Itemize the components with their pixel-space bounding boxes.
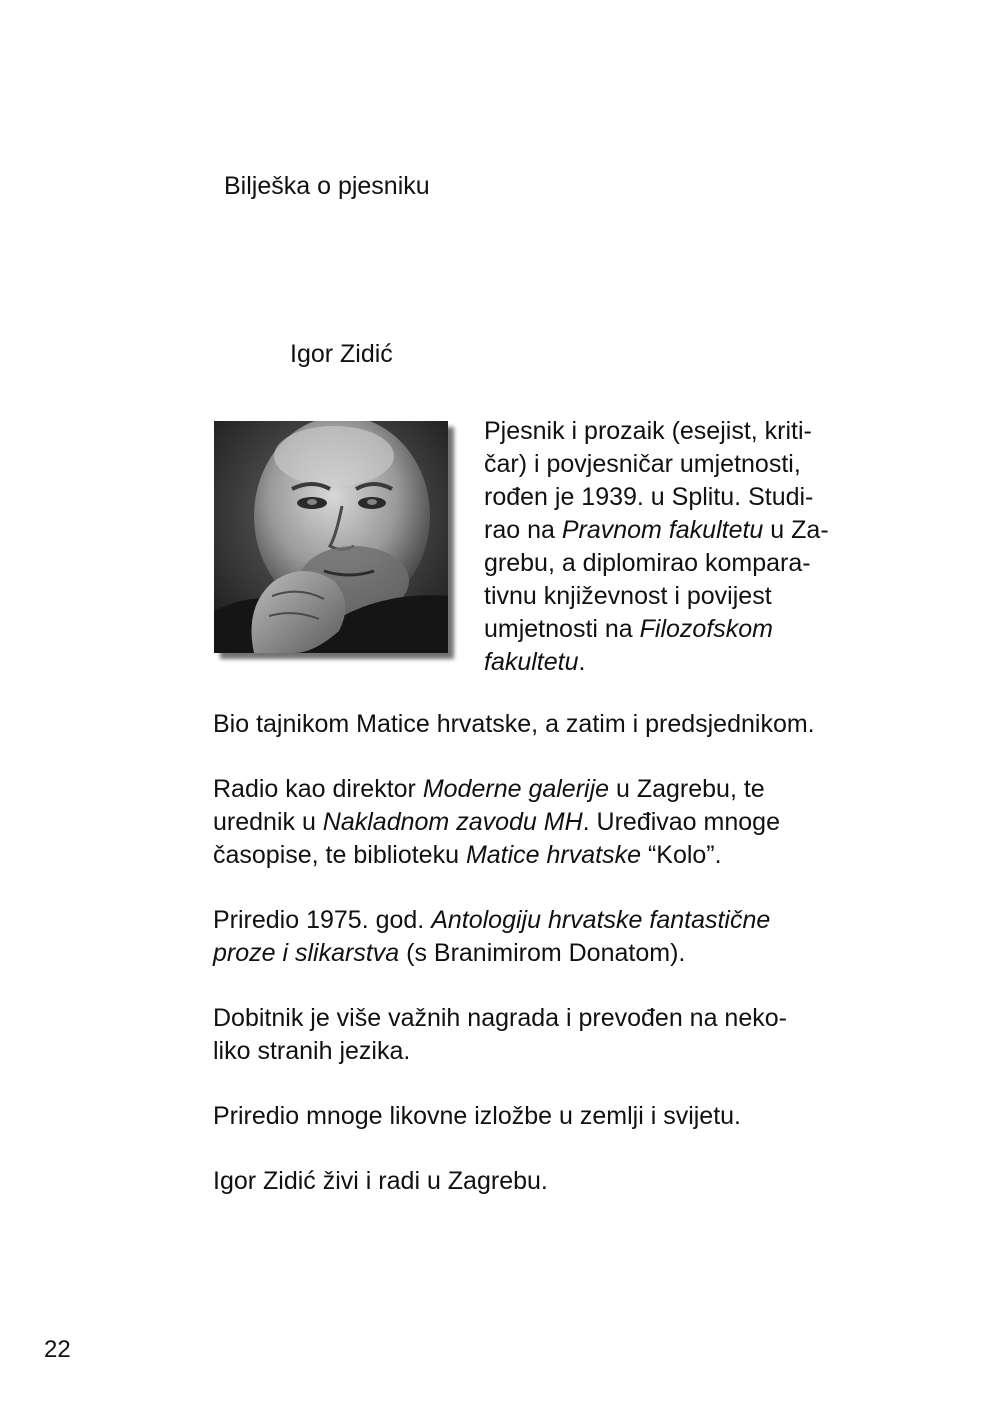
poet-name: Igor Zidić — [290, 340, 393, 368]
career-text-c: urednik u — [213, 808, 323, 836]
intro-line-3: rođen je 1939. u Splitu. Studi- — [484, 483, 814, 511]
intro-line-4a: rao na — [484, 516, 562, 544]
exhibitions-text: Priredio mnoge likovne izložbe u zemlji i svijetu. — [213, 1102, 742, 1130]
intro-line-8b: . — [578, 648, 586, 676]
intro-line-6: tivnu književnost i povijest — [484, 582, 772, 610]
poet-portrait-photo — [214, 421, 448, 653]
publishing-house: Nakladnom zavodu MH — [322, 808, 583, 836]
faculty-of-philosophy: Filozofskom — [639, 615, 774, 643]
awards-text-b: liko stranih jezika. — [213, 1037, 411, 1065]
intro-line-8-italic: fakultetu — [484, 648, 579, 676]
paragraph-career — [213, 773, 893, 872]
career-text-b: u Zagrebu, te — [609, 775, 765, 803]
intro-paragraph — [484, 415, 864, 679]
anthology-title-1: Antologiju hrvatske fantastične — [431, 906, 771, 934]
career-text-d: . Uređivao mnoge — [582, 808, 780, 836]
career-text-f: “Kolo”. — [641, 841, 722, 869]
anthology-text-b: (s Branimirom Donatom). — [399, 939, 686, 967]
intro-line-4b: u Za- — [763, 516, 829, 544]
paragraph-residence — [213, 1165, 893, 1198]
intro-line-2: čar) i povjesničar umjetnosti, — [484, 450, 801, 478]
anthology-text-a: Priredio 1975. god. — [213, 906, 432, 934]
section-title: Bilješka o pjesniku — [224, 172, 430, 200]
modern-gallery: Moderne galerije — [422, 775, 610, 803]
faculty-of-law: Pravnom fakultetu — [561, 516, 764, 544]
anthology-title-2: proze i slikarstva — [213, 939, 400, 967]
awards-text-a: Dobitnik je više važnih nagrada i prevođen na neko- — [213, 1004, 787, 1032]
career-text-e: časopise, te biblioteku — [213, 841, 466, 869]
paragraph-matica-text: Bio tajnikom Matice hrvatske, a zatim i predsjednikom. — [213, 710, 815, 738]
matica-hrvatska: Matice hrvatske — [465, 841, 641, 869]
portrait-photo-icon — [214, 421, 448, 653]
paragraph-awards — [213, 1002, 893, 1068]
intro-line-5: grebu, a diplomirao kompara- — [484, 549, 811, 577]
paragraph-anthology — [213, 904, 893, 970]
biography-body — [213, 708, 893, 1230]
page-number: 22 — [44, 1336, 71, 1363]
paragraph-matica — [213, 708, 893, 741]
paragraph-exhibitions — [213, 1100, 893, 1133]
career-text-a: Radio kao direktor — [213, 775, 423, 803]
residence-text: Igor Zidić živi i radi u Zagrebu. — [213, 1167, 548, 1195]
intro-line-7a: umjetnosti na — [484, 615, 640, 643]
intro-line-1: Pjesnik i prozaik (esejist, kriti- — [484, 417, 812, 445]
